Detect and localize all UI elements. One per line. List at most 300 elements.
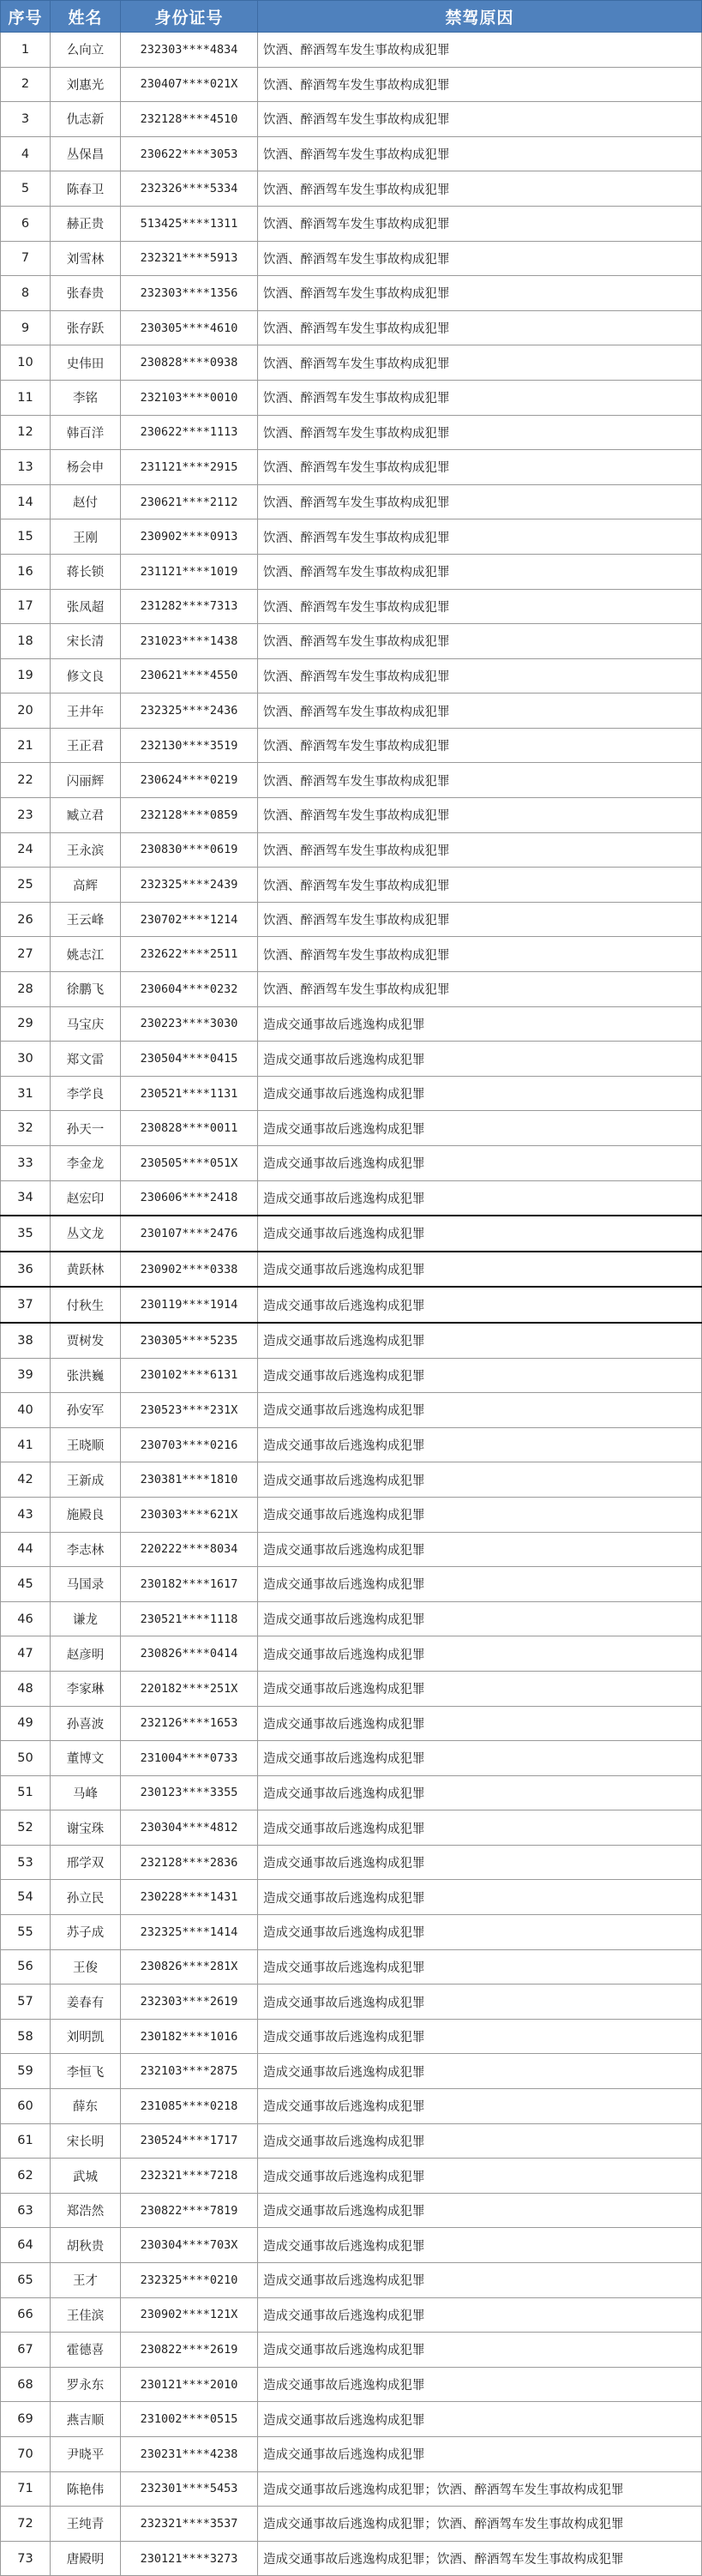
row-id: 230123****3355	[121, 1775, 258, 1810]
row-reason: 饮酒、醉酒驾车发生事故构成犯罪	[258, 554, 702, 589]
row-name: 李学良	[51, 1076, 121, 1111]
row-reason: 造成交通事故后逃逸构成犯罪	[258, 1810, 702, 1846]
row-seq: 11	[1, 380, 51, 415]
row-seq: 24	[1, 832, 51, 868]
row-reason: 造成交通事故后逃逸构成犯罪	[258, 1146, 702, 1181]
row-name: 董博文	[51, 1741, 121, 1776]
row-reason: 饮酒、醉酒驾车发生事故构成犯罪	[258, 484, 702, 519]
row-id: 230702****1214	[121, 902, 258, 937]
row-seq: 60	[1, 2089, 51, 2124]
row-name: 张存跃	[51, 310, 121, 345]
row-reason: 造成交通事故后逃逸构成犯罪	[258, 2019, 702, 2054]
row-name: 刘雪林	[51, 241, 121, 276]
row-seq: 16	[1, 554, 51, 589]
row-name: 李家琳	[51, 1671, 121, 1706]
row-seq: 64	[1, 2228, 51, 2263]
row-id: 230622****3053	[121, 136, 258, 171]
row-seq: 69	[1, 2402, 51, 2437]
row-id: 231085****0218	[121, 2089, 258, 2124]
row-seq: 4	[1, 136, 51, 171]
row-name: 霍德喜	[51, 2333, 121, 2368]
row-seq: 31	[1, 1076, 51, 1111]
row-reason: 造成交通事故后逃逸构成犯罪	[258, 2436, 702, 2471]
row-name: 徐鹏飞	[51, 972, 121, 1007]
row-name: 王纯青	[51, 2507, 121, 2542]
row-reason: 造成交通事故后逃逸构成犯罪	[258, 1741, 702, 1776]
row-reason: 造成交通事故后逃逸构成犯罪	[258, 2193, 702, 2228]
row-seq: 22	[1, 763, 51, 798]
row-name: 谦龙	[51, 1601, 121, 1636]
row-reason: 造成交通事故后逃逸构成犯罪	[258, 2228, 702, 2263]
row-seq: 12	[1, 415, 51, 450]
table-row	[1, 798, 702, 833]
row-reason: 饮酒、醉酒驾车发生事故构成犯罪	[258, 33, 702, 68]
row-seq: 67	[1, 2333, 51, 2368]
row-seq: 28	[1, 972, 51, 1007]
table-row	[1, 450, 702, 485]
row-seq: 14	[1, 484, 51, 519]
row-seq: 52	[1, 1810, 51, 1846]
row-name: 郑文雷	[51, 1042, 121, 1077]
table-row	[1, 484, 702, 519]
row-id: 231004****0733	[121, 1741, 258, 1776]
row-id: 230826****0414	[121, 1636, 258, 1672]
row-id: 230703****0216	[121, 1427, 258, 1462]
row-seq: 42	[1, 1462, 51, 1498]
row-name: 马国录	[51, 1567, 121, 1602]
row-name: 武城	[51, 2159, 121, 2194]
table-row	[1, 1462, 702, 1498]
table-row	[1, 832, 702, 868]
row-name: 王俊	[51, 1949, 121, 1985]
row-reason: 饮酒、醉酒驾车发生事故构成犯罪	[258, 832, 702, 868]
table-row	[1, 1880, 702, 1915]
row-seq: 30	[1, 1042, 51, 1077]
row-id: 230624****0219	[121, 763, 258, 798]
row-id: 232622****2511	[121, 937, 258, 972]
row-reason: 造成交通事故后逃逸构成犯罪	[258, 1180, 702, 1216]
row-id: 230305****4610	[121, 310, 258, 345]
row-seq: 25	[1, 868, 51, 903]
row-seq: 27	[1, 937, 51, 972]
row-reason: 饮酒、醉酒驾车发生事故构成犯罪	[258, 276, 702, 311]
row-reason: 造成交通事故后逃逸构成犯罪	[258, 2402, 702, 2437]
row-name: 马宝庆	[51, 1006, 121, 1042]
row-reason: 饮酒、醉酒驾车发生事故构成犯罪	[258, 589, 702, 624]
row-reason: 造成交通事故后逃逸构成犯罪	[258, 2263, 702, 2298]
row-name: 唐殿明	[51, 2541, 121, 2576]
row-seq: 72	[1, 2507, 51, 2542]
row-seq: 23	[1, 798, 51, 833]
row-seq: 20	[1, 694, 51, 729]
table-row	[1, 2333, 702, 2368]
row-id: 230304****703X	[121, 2228, 258, 2263]
row-seq: 56	[1, 1949, 51, 1985]
row-reason: 饮酒、醉酒驾车发生事故构成犯罪	[258, 624, 702, 659]
row-id: 232321****7218	[121, 2159, 258, 2194]
table-row	[1, 1985, 702, 2020]
row-id: 230182****1617	[121, 1567, 258, 1602]
row-id: 230902****0338	[121, 1252, 258, 1288]
row-seq: 58	[1, 2019, 51, 2054]
row-reason: 造成交通事故后逃逸构成犯罪	[258, 1216, 702, 1252]
row-reason: 造成交通事故后逃逸构成犯罪	[258, 1567, 702, 1602]
row-reason: 造成交通事故后逃逸构成犯罪	[258, 1497, 702, 1532]
row-seq: 5	[1, 171, 51, 207]
row-name: 王云峰	[51, 902, 121, 937]
row-id: 230305****5235	[121, 1323, 258, 1358]
row-name: 王新成	[51, 1462, 121, 1498]
table-row	[1, 1636, 702, 1672]
row-seq: 44	[1, 1532, 51, 1567]
row-id: 231121****2915	[121, 450, 258, 485]
row-reason: 造成交通事故后逃逸构成犯罪	[258, 1252, 702, 1288]
row-reason: 饮酒、醉酒驾车发生事故构成犯罪	[258, 450, 702, 485]
table-row	[1, 1915, 702, 1950]
row-seq: 46	[1, 1601, 51, 1636]
row-name: 姚志江	[51, 937, 121, 972]
header-row	[1, 1, 702, 33]
row-id: 232325****2439	[121, 868, 258, 903]
table-header	[1, 1, 702, 33]
row-seq: 43	[1, 1497, 51, 1532]
row-name: 臧立君	[51, 798, 121, 833]
table-row	[1, 1567, 702, 1602]
row-id: 230505****051X	[121, 1146, 258, 1181]
row-id: 230304****4812	[121, 1810, 258, 1846]
table-row	[1, 206, 702, 241]
row-id: 232325****1414	[121, 1915, 258, 1950]
table-row	[1, 415, 702, 450]
row-reason: 造成交通事故后逃逸构成犯罪；饮酒、醉酒驾车发生事故构成犯罪	[258, 2507, 702, 2542]
row-name: 赵付	[51, 484, 121, 519]
row-reason: 饮酒、醉酒驾车发生事故构成犯罪	[258, 694, 702, 729]
row-name: 孙立民	[51, 1880, 121, 1915]
row-seq: 61	[1, 2123, 51, 2159]
table-row	[1, 589, 702, 624]
table-row	[1, 1497, 702, 1532]
row-id: 230902****0913	[121, 519, 258, 555]
header-name: 姓名	[51, 1, 121, 33]
row-id: 220182****251X	[121, 1671, 258, 1706]
row-name: 史伟田	[51, 345, 121, 381]
header-seq: 序号	[1, 1, 51, 33]
row-id: 230182****1016	[121, 2019, 258, 2054]
row-id: 231121****1019	[121, 554, 258, 589]
table-row	[1, 1076, 702, 1111]
row-reason: 饮酒、醉酒驾车发生事故构成犯罪	[258, 972, 702, 1007]
row-seq: 65	[1, 2263, 51, 2298]
row-name: 王刚	[51, 519, 121, 555]
row-name: 姜春有	[51, 1985, 121, 2020]
row-reason: 造成交通事故后逃逸构成犯罪	[258, 1532, 702, 1567]
row-reason: 造成交通事故后逃逸构成犯罪	[258, 1880, 702, 1915]
row-name: 韩百洋	[51, 415, 121, 450]
row-name: 陈春卫	[51, 171, 121, 207]
row-name: 李恒飞	[51, 2054, 121, 2089]
table-row	[1, 728, 702, 763]
row-id: 230524****1717	[121, 2123, 258, 2159]
row-reason: 造成交通事故后逃逸构成犯罪	[258, 1006, 702, 1042]
row-seq: 33	[1, 1146, 51, 1181]
row-name: 马峰	[51, 1775, 121, 1810]
row-name: 孙天一	[51, 1111, 121, 1146]
row-seq: 17	[1, 589, 51, 624]
row-seq: 66	[1, 2297, 51, 2333]
row-id: 230521****1118	[121, 1601, 258, 1636]
row-seq: 2	[1, 67, 51, 102]
table-row	[1, 868, 702, 903]
table-row	[1, 310, 702, 345]
row-name: 贾树发	[51, 1323, 121, 1358]
row-id: 230828****0011	[121, 1111, 258, 1146]
row-seq: 73	[1, 2541, 51, 2576]
row-id: 230521****1131	[121, 1076, 258, 1111]
table-row	[1, 2367, 702, 2402]
table-row	[1, 2471, 702, 2507]
row-id: 231002****0515	[121, 2402, 258, 2437]
row-reason: 饮酒、醉酒驾车发生事故构成犯罪	[258, 102, 702, 137]
row-id: 230902****121X	[121, 2297, 258, 2333]
row-seq: 40	[1, 1393, 51, 1428]
row-name: 付秋生	[51, 1287, 121, 1323]
table-row	[1, 1741, 702, 1776]
row-id: 230504****0415	[121, 1042, 258, 1077]
row-id: 230622****1113	[121, 415, 258, 450]
table-row	[1, 519, 702, 555]
row-seq: 36	[1, 1252, 51, 1288]
row-seq: 70	[1, 2436, 51, 2471]
table-row	[1, 241, 702, 276]
row-reason: 造成交通事故后逃逸构成犯罪	[258, 1671, 702, 1706]
row-name: 王晓顺	[51, 1427, 121, 1462]
row-name: 李金龙	[51, 1146, 121, 1181]
row-id: 232103****0010	[121, 380, 258, 415]
row-seq: 6	[1, 206, 51, 241]
row-id: 230231****4238	[121, 2436, 258, 2471]
table-row	[1, 1775, 702, 1810]
table-row	[1, 2263, 702, 2298]
row-id: 230228****1431	[121, 1880, 258, 1915]
row-reason: 饮酒、醉酒驾车发生事故构成犯罪	[258, 136, 702, 171]
row-reason: 造成交通事故后逃逸构成犯罪	[258, 2159, 702, 2194]
table-row	[1, 2436, 702, 2471]
row-reason: 饮酒、醉酒驾车发生事故构成犯罪	[258, 310, 702, 345]
row-reason: 造成交通事故后逃逸构成犯罪	[258, 2123, 702, 2159]
table-row	[1, 658, 702, 694]
row-id: 232303****2619	[121, 1985, 258, 2020]
row-id: 230604****0232	[121, 972, 258, 1007]
row-seq: 3	[1, 102, 51, 137]
row-id: 230822****2619	[121, 2333, 258, 2368]
table-row	[1, 2297, 702, 2333]
row-reason: 造成交通事故后逃逸构成犯罪	[258, 1287, 702, 1323]
table-row	[1, 902, 702, 937]
table-row	[1, 102, 702, 137]
row-seq: 55	[1, 1915, 51, 1950]
table-row	[1, 67, 702, 102]
table-row	[1, 624, 702, 659]
row-reason: 饮酒、醉酒驾车发生事故构成犯罪	[258, 380, 702, 415]
row-id: 230523****231X	[121, 1393, 258, 1428]
row-name: 刘明凯	[51, 2019, 121, 2054]
row-id: 232321****5913	[121, 241, 258, 276]
row-reason: 造成交通事故后逃逸构成犯罪	[258, 1706, 702, 1741]
row-name: 燕吉顺	[51, 2402, 121, 2437]
table-row	[1, 2507, 702, 2542]
row-reason: 造成交通事故后逃逸构成犯罪	[258, 1775, 702, 1810]
header-reason: 禁驾原因	[258, 1, 702, 33]
row-seq: 1	[1, 33, 51, 68]
row-seq: 18	[1, 624, 51, 659]
table-row	[1, 694, 702, 729]
table-row	[1, 171, 702, 207]
table-row	[1, 937, 702, 972]
row-name: 刘惠光	[51, 67, 121, 102]
row-id: 232128****2836	[121, 1845, 258, 1880]
row-id: 230121****3273	[121, 2541, 258, 2576]
table-row	[1, 1323, 702, 1358]
row-name: 王井年	[51, 694, 121, 729]
table-row	[1, 1146, 702, 1181]
row-id: 230606****2418	[121, 1180, 258, 1216]
table-row	[1, 1042, 702, 1077]
row-seq: 48	[1, 1671, 51, 1706]
row-reason: 造成交通事故后逃逸构成犯罪	[258, 1393, 702, 1428]
row-id: 232326****5334	[121, 171, 258, 207]
row-name: 王才	[51, 2263, 121, 2298]
table-row	[1, 380, 702, 415]
row-seq: 10	[1, 345, 51, 381]
row-name: 赵彦明	[51, 1636, 121, 1672]
row-reason: 饮酒、醉酒驾车发生事故构成犯罪	[258, 206, 702, 241]
row-id: 232321****3537	[121, 2507, 258, 2542]
row-reason: 饮酒、醉酒驾车发生事故构成犯罪	[258, 67, 702, 102]
row-reason: 饮酒、醉酒驾车发生事故构成犯罪	[258, 868, 702, 903]
row-id: 230119****1914	[121, 1287, 258, 1323]
table-row	[1, 763, 702, 798]
table-row	[1, 1252, 702, 1288]
row-seq: 13	[1, 450, 51, 485]
row-reason: 饮酒、醉酒驾车发生事故构成犯罪	[258, 937, 702, 972]
row-seq: 62	[1, 2159, 51, 2194]
row-name: 高辉	[51, 868, 121, 903]
row-id: 230822****7819	[121, 2193, 258, 2228]
row-seq: 47	[1, 1636, 51, 1672]
row-reason: 造成交通事故后逃逸构成犯罪	[258, 1601, 702, 1636]
table-row	[1, 345, 702, 381]
row-id: 232126****1653	[121, 1706, 258, 1741]
row-name: 李志林	[51, 1532, 121, 1567]
row-seq: 38	[1, 1323, 51, 1358]
row-id: 230107****2476	[121, 1216, 258, 1252]
row-id: 230121****2010	[121, 2367, 258, 2402]
table-row	[1, 33, 702, 68]
row-seq: 53	[1, 1845, 51, 1880]
row-seq: 29	[1, 1006, 51, 1042]
row-name: 宋长清	[51, 624, 121, 659]
row-seq: 39	[1, 1358, 51, 1393]
row-id: 232130****3519	[121, 728, 258, 763]
row-reason: 造成交通事故后逃逸构成犯罪	[258, 2089, 702, 2124]
row-name: 罗永东	[51, 2367, 121, 2402]
row-seq: 37	[1, 1287, 51, 1323]
row-seq: 68	[1, 2367, 51, 2402]
table-body	[1, 33, 702, 2576]
row-name: 苏子成	[51, 1915, 121, 1950]
row-name: 郑浩然	[51, 2193, 121, 2228]
row-seq: 8	[1, 276, 51, 311]
table-row	[1, 1287, 702, 1323]
row-id: 232303****4834	[121, 33, 258, 68]
row-seq: 57	[1, 1985, 51, 2020]
row-reason: 造成交通事故后逃逸构成犯罪	[258, 1427, 702, 1462]
row-name: 黄跃林	[51, 1252, 121, 1288]
row-seq: 26	[1, 902, 51, 937]
row-seq: 51	[1, 1775, 51, 1810]
row-name: 闪丽辉	[51, 763, 121, 798]
row-name: 张洪巍	[51, 1358, 121, 1393]
row-seq: 50	[1, 1741, 51, 1776]
row-seq: 34	[1, 1180, 51, 1216]
table-row	[1, 2019, 702, 2054]
row-name: 邢学双	[51, 1845, 121, 1880]
row-reason: 饮酒、醉酒驾车发生事故构成犯罪	[258, 728, 702, 763]
row-name: 杨会申	[51, 450, 121, 485]
row-reason: 饮酒、醉酒驾车发生事故构成犯罪	[258, 345, 702, 381]
table-row	[1, 1706, 702, 1741]
table-row	[1, 2541, 702, 2576]
row-name: 施殿良	[51, 1497, 121, 1532]
row-reason: 饮酒、醉酒驾车发生事故构成犯罪	[258, 519, 702, 555]
row-name: 王佳滨	[51, 2297, 121, 2333]
row-name: 仇志新	[51, 102, 121, 137]
table-row	[1, 2054, 702, 2089]
row-name: 赵宏印	[51, 1180, 121, 1216]
table-row	[1, 1111, 702, 1146]
row-reason: 造成交通事故后逃逸构成犯罪；饮酒、醉酒驾车发生事故构成犯罪	[258, 2541, 702, 2576]
row-id: 230830****0619	[121, 832, 258, 868]
row-reason: 饮酒、醉酒驾车发生事故构成犯罪	[258, 798, 702, 833]
table-row	[1, 1180, 702, 1216]
row-reason: 造成交通事故后逃逸构成犯罪	[258, 1985, 702, 2020]
row-seq: 7	[1, 241, 51, 276]
row-reason: 造成交通事故后逃逸构成犯罪；饮酒、醉酒驾车发生事故构成犯罪	[258, 2471, 702, 2507]
row-name: 赫正贵	[51, 206, 121, 241]
row-reason: 造成交通事故后逃逸构成犯罪	[258, 1845, 702, 1880]
table-row	[1, 1216, 702, 1252]
row-reason: 造成交通事故后逃逸构成犯罪	[258, 1042, 702, 1077]
row-name: 蒋长锁	[51, 554, 121, 589]
row-id: 231023****1438	[121, 624, 258, 659]
row-reason: 造成交通事故后逃逸构成犯罪	[258, 2297, 702, 2333]
row-name: 薛东	[51, 2089, 121, 2124]
row-id: 230223****3030	[121, 1006, 258, 1042]
row-id: 232103****2875	[121, 2054, 258, 2089]
row-id: 230381****1810	[121, 1462, 258, 1498]
table-row	[1, 1601, 702, 1636]
row-id: 232301****5453	[121, 2471, 258, 2507]
row-seq: 9	[1, 310, 51, 345]
row-name: 李铭	[51, 380, 121, 415]
table-row	[1, 2159, 702, 2194]
row-reason: 饮酒、醉酒驾车发生事故构成犯罪	[258, 415, 702, 450]
row-seq: 59	[1, 2054, 51, 2089]
row-reason: 造成交通事故后逃逸构成犯罪	[258, 1076, 702, 1111]
table-row	[1, 1427, 702, 1462]
row-seq: 19	[1, 658, 51, 694]
table-row	[1, 1006, 702, 1042]
